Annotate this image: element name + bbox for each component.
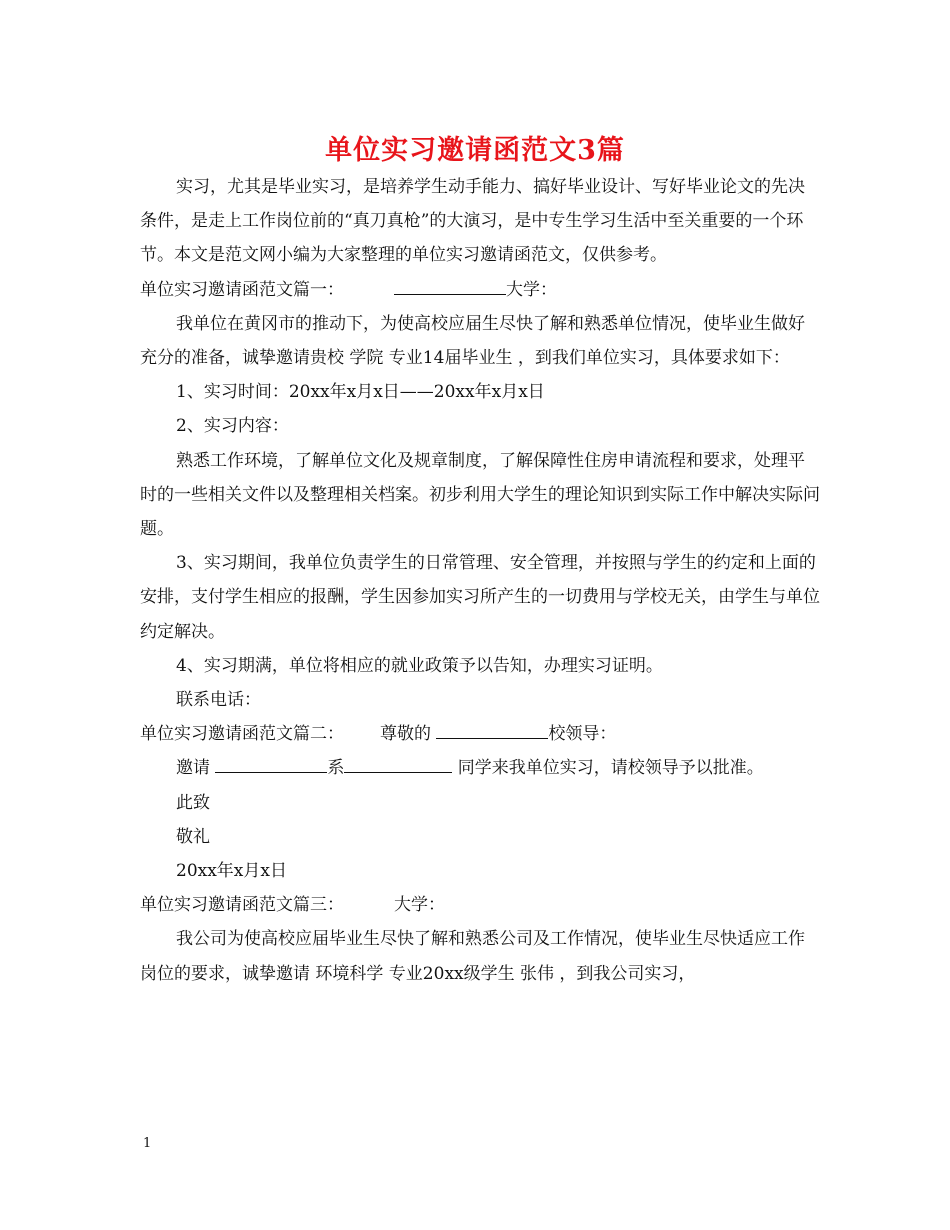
section1-contact: 联系电话：	[176, 690, 261, 711]
intro-paragraph: 实习，尤其是毕业实习，是培养学生动手能力、搞好毕业设计、写好毕业论文的先决条件，是走上工作岗位前的“真刀真枪”的大演习，是中专生学习生活中至关重要的一个环节。本文是范文网小编为大家整理的单位实习邀请函范文，仅供参考。	[140, 177, 805, 266]
section2-heading-line	[140, 717, 820, 751]
section3-paragraph: 我公司为使高校应届毕业生尽快了解和熟悉公司及工作情况，使毕业生尽快适应工作岗位的要求，诚挚邀请 环境科学 专业20xx级学生 张伟 ，到我公司实习，	[140, 929, 805, 984]
section1-item4: 4、实习期满，单位将相应的就业政策予以告知，办理实习证明。	[176, 655, 663, 676]
section2-invite-suffix: 同学来我单位实习，请校领导予以批准。	[452, 758, 764, 779]
blank-department	[215, 757, 327, 773]
section1-item2-body: 熟悉工作环境，了解单位文化及规章制度，了解保障性住房申请流程和要求，处理平时的一些相关文件以及整理相关档案。初步利用大学生的理论知识到实际工作中解决实际问题。	[140, 450, 820, 540]
section1-heading: 单位实习邀请函范文篇一：	[140, 279, 344, 300]
blank-university	[394, 279, 506, 295]
section3-addressee: 大学：	[394, 895, 445, 916]
section1-heading-line	[140, 273, 820, 307]
section2-closing2: 敬礼	[176, 826, 210, 847]
page-number: 1	[143, 1136, 152, 1151]
section3-heading-line	[140, 888, 820, 922]
blank-student	[344, 757, 452, 773]
section1-item1: 1、实习时间：20xx年x月x日——20xx年x月x日	[176, 382, 545, 403]
section2-invite-prefix: 邀请	[176, 758, 216, 779]
section2-closing1: 此致	[176, 792, 210, 813]
section1-addressee: 大学：	[506, 279, 557, 300]
section2-addr-prefix: 尊敬的	[380, 724, 437, 745]
document-body	[140, 170, 820, 991]
section2-heading: 单位实习邀请函范文篇二：	[140, 724, 344, 745]
section1-paragraph: 我单位在黄冈市的推动下，为使高校应届生尽快了解和熟悉单位情况，使毕业生做好充分的准备，诚挚邀请贵校 学院 专业14届毕业生 ，到我们单位实习，具体要求如下：	[140, 313, 805, 369]
section2-addr-suffix: 校领导：	[548, 724, 617, 745]
blank-school	[436, 723, 548, 739]
section2-invite-mid: 系	[327, 758, 345, 779]
section1-item3: 3、实习期间，我单位负责学生的日常管理、安全管理，并按照与学生的约定和上面的安排，支付学生相应的报酬，学生因参加实习所产生的一切费用与学校无关，由学生与单位约定解决。	[140, 553, 820, 642]
section1-item2: 2、实习内容：	[176, 416, 289, 437]
section2-date: 20xx年x月x日	[176, 861, 287, 882]
document-title: 单位实习邀请函范文3篇	[325, 135, 625, 166]
section2-invite-line	[140, 751, 820, 785]
section3-heading: 单位实习邀请函范文篇三：	[140, 895, 344, 916]
